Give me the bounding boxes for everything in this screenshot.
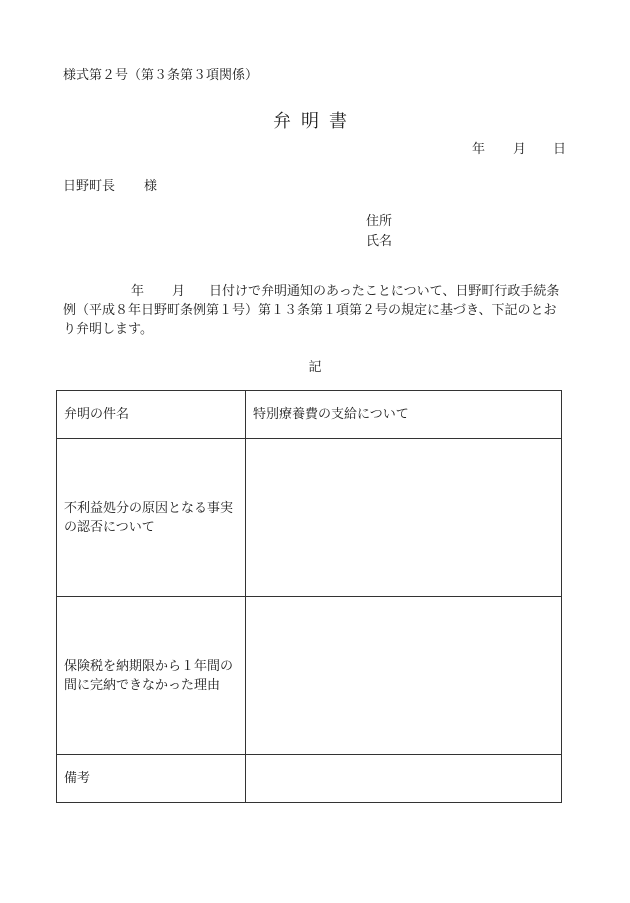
table-label: 弁明の件名 xyxy=(57,391,246,439)
body-paragraph xyxy=(63,282,577,339)
table-value-field[interactable] xyxy=(246,439,562,597)
addressee-name: 日野町長 xyxy=(63,179,116,194)
name-label: 氏名 xyxy=(366,234,393,249)
body-line-1-rest: 日付けで弁明通知のあったことについて、日野町行政手続条 xyxy=(209,284,560,299)
body-year: 年 xyxy=(131,284,145,299)
addressee-honorific: 様 xyxy=(144,179,158,194)
address-label: 住所 xyxy=(366,214,393,229)
body-line-2: 例（平成８年日野町条例第１号）第１３条第１項第２号の規定に基づき、下記のとお xyxy=(63,303,557,318)
table-label: 備考 xyxy=(57,755,246,803)
table-label: 保険税を納期限から１年間の間に完納できなかった理由 xyxy=(57,597,246,755)
document-title: 弁明書 xyxy=(273,111,357,132)
record-heading: 記 xyxy=(308,360,322,375)
body-line-1 xyxy=(63,282,577,301)
table-row-remarks xyxy=(57,755,562,803)
date-month-label: 月 xyxy=(513,142,527,157)
date-day-label: 日 xyxy=(553,142,567,157)
body-line-3: り弁明します。 xyxy=(63,322,153,337)
table-value-field[interactable]: 特別療養費の支給について xyxy=(246,391,562,439)
table-row-fact-admission xyxy=(57,439,562,597)
table-value-field[interactable] xyxy=(246,755,562,803)
table-value-field[interactable] xyxy=(246,597,562,755)
table-row-unpaid-reason xyxy=(57,597,562,755)
statement-table xyxy=(56,390,562,803)
table-row-subject xyxy=(57,391,562,439)
form-number: 様式第２号（第３条第３項関係） xyxy=(63,68,259,83)
date-year-label: 年 xyxy=(472,142,486,157)
body-month: 月 xyxy=(172,284,186,299)
table-label: 不利益処分の原因となる事実の認否について xyxy=(57,439,246,597)
